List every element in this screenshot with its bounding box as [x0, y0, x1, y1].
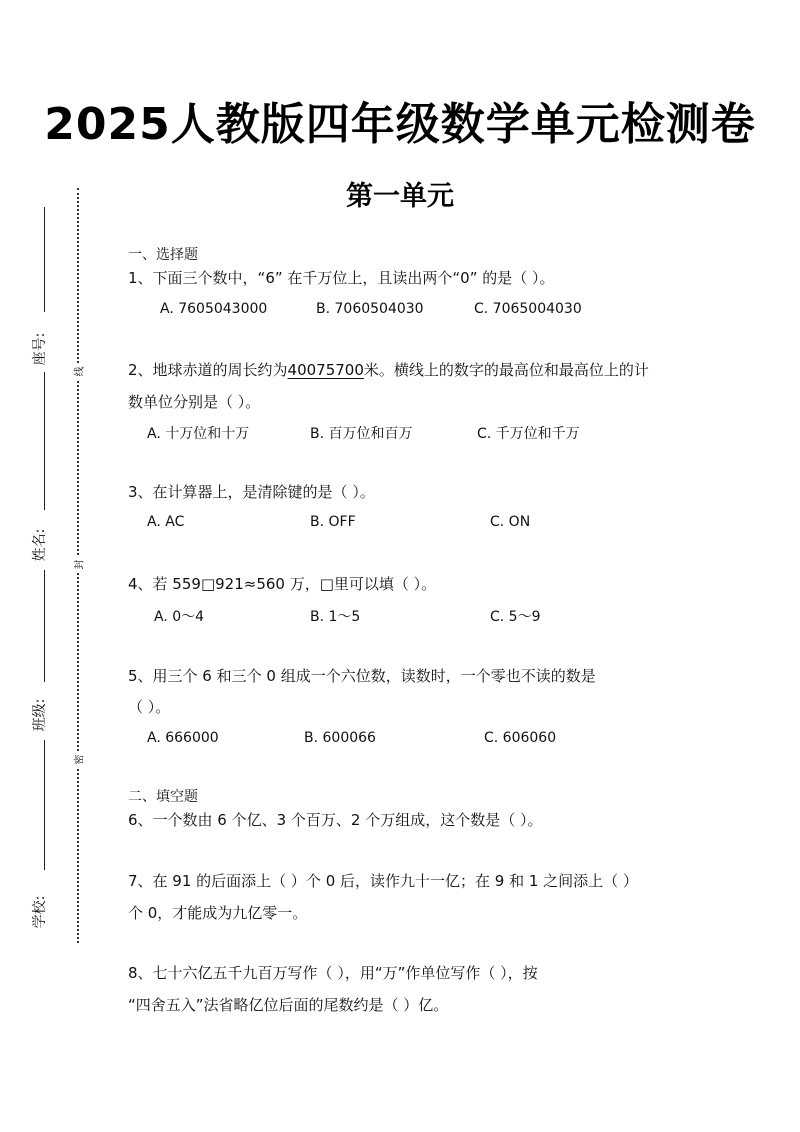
question-2-text-pre: 2、地球赤道的周长约为: [128, 361, 288, 379]
option-b: B. 7060504030: [316, 301, 424, 317]
seal-char-line: 线: [71, 364, 86, 380]
question-3: 3、在计算器上，是清除键的是（ ）。: [128, 483, 375, 501]
question-5-options: [0, 730, 800, 754]
option-c: C. ON: [490, 514, 531, 530]
question-5-line-2: （ ）。: [128, 698, 171, 716]
option-a: A. 0～4: [154, 609, 205, 625]
question-4: 4、若 559□921≈560 万，□里可以填（ ）。: [128, 575, 437, 593]
seat-field-line: [44, 207, 45, 312]
option-a: A. 十万位和十万: [147, 426, 250, 442]
option-a: A. 7605043000: [160, 301, 268, 317]
underlined-number: 40075700: [287, 361, 364, 379]
option-a: A. 666000: [147, 730, 219, 746]
seal-char-seal: 封: [71, 557, 86, 573]
option-c: C. 千万位和千万: [477, 426, 580, 442]
question-2-line-1: [128, 353, 649, 387]
option-c: C. 5～9: [490, 609, 541, 625]
question-2-text-post: 米。横线上的数字的最高位和最高位上的计: [363, 361, 649, 379]
question-2-options: [0, 423, 800, 447]
page-title: 2025人教版四年级数学单元检测卷: [44, 99, 756, 150]
seal-char-secret: 密: [71, 752, 86, 768]
question-4-options: [0, 606, 800, 630]
question-8-line-2: “四舍五入”法省略亿位后面的尾数约是（ ）亿。: [128, 996, 449, 1014]
class-label: 班级:: [32, 698, 48, 732]
question-2-line-2: 数单位分别是（ ）。: [128, 393, 261, 411]
question-8-line-1: 8、七十六亿五千九百万写作（ ），用“万”作单位写作（ ），按: [128, 964, 538, 982]
seat-label: 座号:: [32, 332, 48, 366]
section-heading-choice: 一、选择题: [128, 247, 198, 263]
question-3-options: [0, 514, 800, 538]
question-5-line-1: 5、用三个 6 和三个 0 组成一个六位数，读数时，一个零也不读的数是: [128, 667, 596, 685]
unit-title: 第一单元: [346, 181, 454, 212]
name-label: 姓名:: [32, 528, 48, 562]
class-field-line: [44, 740, 45, 870]
option-b: B. 1～5: [310, 609, 361, 625]
question-7-line-2: 个 0，才能成为九亿零一。: [128, 904, 308, 922]
school-label: 学校:: [32, 895, 48, 929]
option-c: C. 606060: [484, 730, 557, 746]
option-a: A. AC: [147, 514, 185, 530]
question-7-line-1: 7、在 91 的后面添上（ ）个 0 后，读作九十一亿；在 9 和 1 之间添上（ ）: [128, 872, 638, 890]
option-c: C. 7065004030: [474, 301, 582, 317]
option-b: B. 600066: [304, 730, 376, 746]
question-1: 1、下面三个数中，“6” 在千万位上，且读出两个“0” 的是（ ）。: [128, 269, 555, 287]
section-heading-fill: 二、填空题: [128, 789, 198, 805]
question-1-options: [0, 301, 800, 325]
option-b: B. OFF: [310, 514, 356, 530]
option-b: B. 百万位和百万: [310, 426, 413, 442]
question-6: 6、一个数由 6 个亿、3 个百万、2 个万组成，这个数是（ ）。: [128, 811, 543, 829]
